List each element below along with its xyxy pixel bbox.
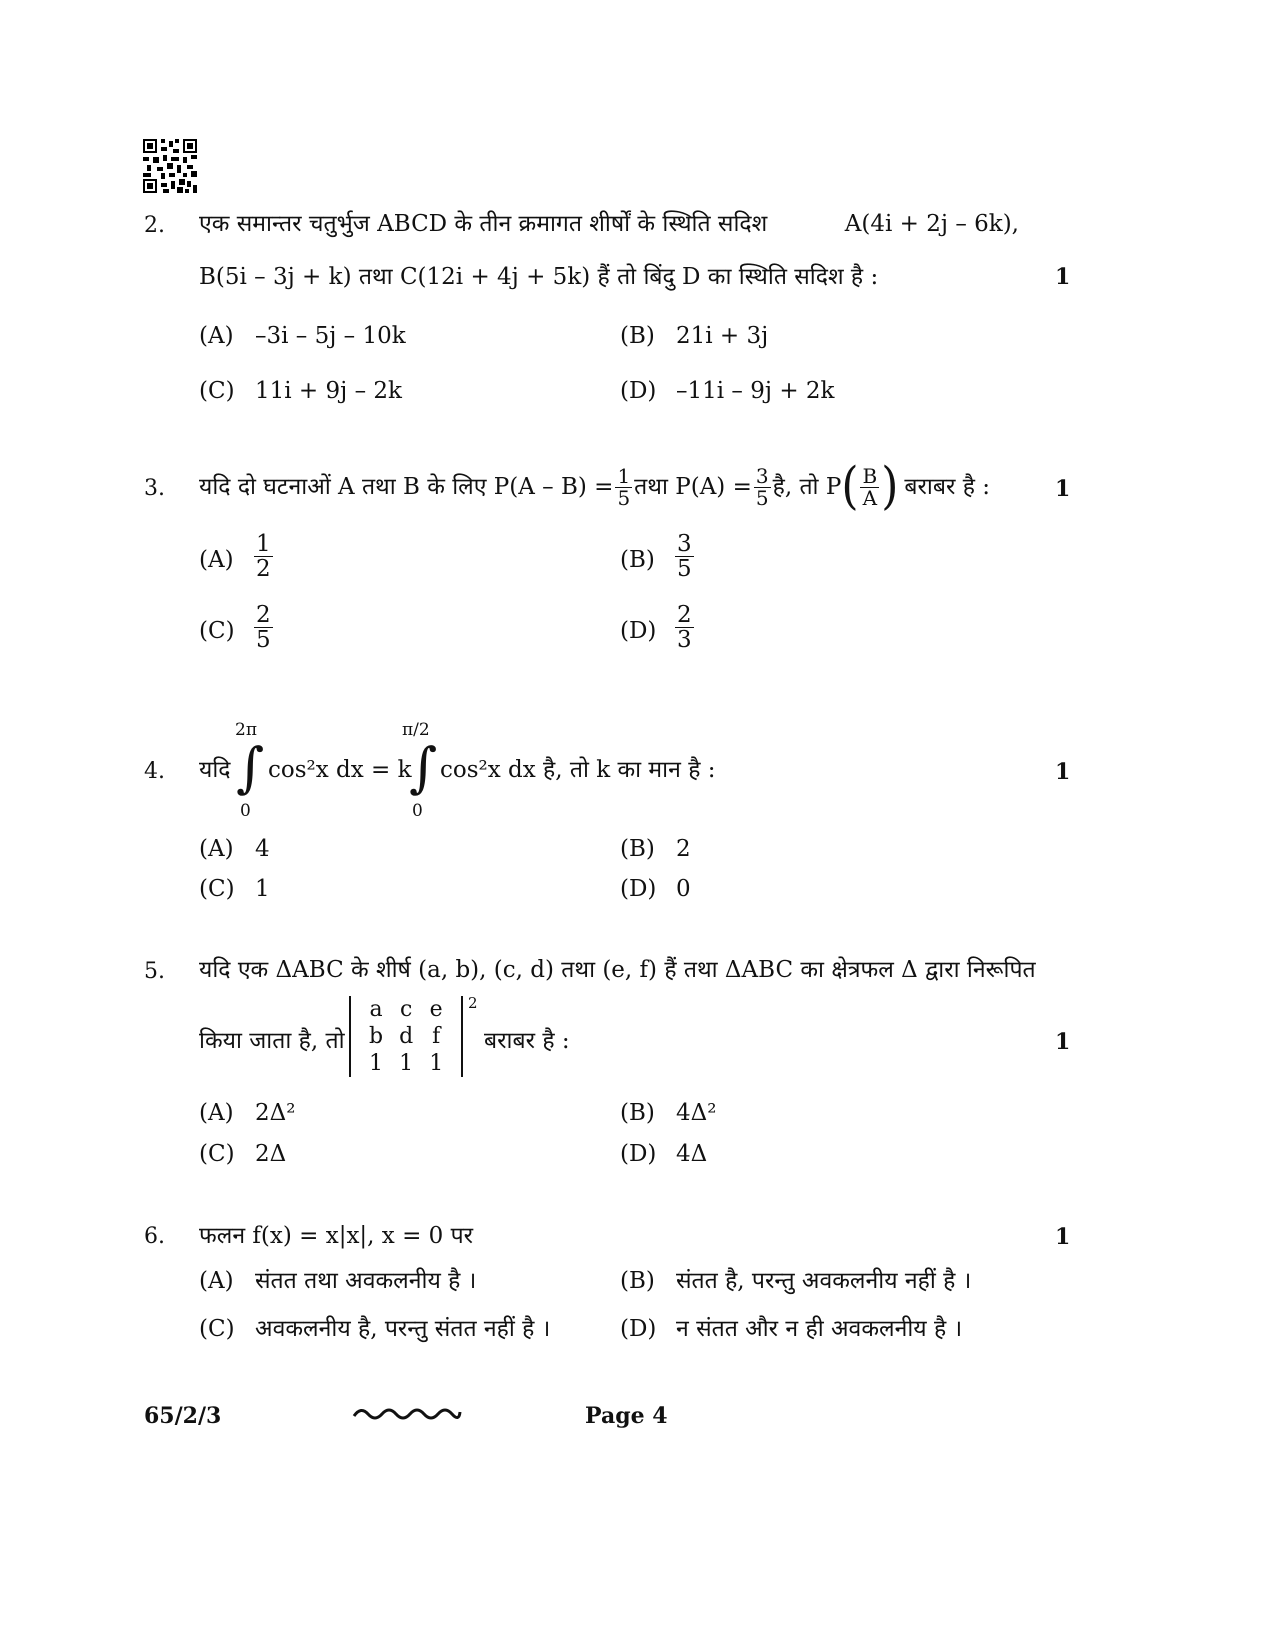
det-f: f <box>432 1024 441 1049</box>
q4-integrand-1: cos²x dx = k <box>268 757 412 783</box>
q4-integrand-2: cos²x dx है, तो k का मान है : <box>440 757 716 783</box>
q5-determinant <box>349 996 463 1077</box>
det-1b: 1 <box>399 1051 414 1076</box>
q5-det-power: 2 <box>468 994 478 1012</box>
det-1c: 1 <box>429 1051 444 1076</box>
q3-c-num: 2 <box>256 602 271 628</box>
q3-text-d: बराबर है : <box>904 473 990 500</box>
q5-line2-post: बराबर है : <box>484 1028 570 1054</box>
q5-option-a[interactable]: 2Δ² <box>255 1100 296 1126</box>
q5-option-a-label[interactable]: (A) <box>199 1100 234 1126</box>
q4-int2-upper: π/2 <box>402 720 430 740</box>
q6-marks: 1 <box>1055 1224 1071 1250</box>
q4-option-a[interactable]: 4 <box>255 836 270 862</box>
det-a: a <box>369 997 383 1022</box>
q2-option-b[interactable]: 21i + 3j <box>676 323 769 349</box>
q3-statement <box>199 458 990 516</box>
q3-b-num: 3 <box>677 531 692 557</box>
q4-option-b[interactable]: 2 <box>676 836 691 862</box>
q3-a-num: 1 <box>256 531 271 557</box>
q2-line1 <box>199 213 1019 236</box>
q5-option-c-label[interactable]: (C) <box>199 1141 235 1167</box>
q3-d-den: 3 <box>677 627 692 654</box>
det-d: d <box>399 1024 414 1049</box>
q4-int1-upper: 2π <box>235 720 257 740</box>
q3-fraction-2 <box>754 463 771 510</box>
q5-option-c[interactable]: 2Δ <box>255 1141 287 1167</box>
q3-c-den: 5 <box>256 627 271 654</box>
q4-number: 4. <box>144 759 165 784</box>
q4-option-d-label[interactable]: (D) <box>620 876 657 902</box>
q3-left-paren: ( <box>841 457 859 516</box>
q6-option-d-label[interactable]: (D) <box>620 1316 657 1342</box>
q3-number: 3. <box>144 476 165 501</box>
q5-option-b-label[interactable]: (B) <box>620 1100 655 1126</box>
q6-option-a[interactable]: संतत तथा अवकलनीय है । <box>255 1268 477 1294</box>
q6-number: 6. <box>144 1224 165 1249</box>
q3-text-b: तथा P(A) = <box>634 473 752 500</box>
q6-option-d[interactable]: न संतत और न ही अवकलनीय है । <box>676 1316 963 1342</box>
q2-line1-text: एक समान्तर चतुर्भुज ABCD के तीन क्रमागत शीर्षों के स्थिति सदिश <box>199 211 768 237</box>
q3-f1-den: 5 <box>617 485 631 510</box>
q3-f2-den: 5 <box>755 485 769 510</box>
q2-number: 2. <box>144 213 165 238</box>
q4-marks: 1 <box>1055 759 1071 785</box>
q4-option-d[interactable]: 0 <box>676 876 691 902</box>
q4-int2-lower: 0 <box>412 801 423 821</box>
det-c: c <box>399 997 413 1022</box>
q3-b-den: 5 <box>677 556 692 583</box>
q6-option-a-label[interactable]: (A) <box>199 1268 234 1294</box>
det-b: b <box>369 1024 384 1049</box>
footer-page-number: Page 4 <box>585 1403 668 1429</box>
q5-option-d-label[interactable]: (D) <box>620 1141 657 1167</box>
q2-option-a[interactable]: –3i – 5j – 10k <box>255 323 406 349</box>
q4-yadi: यदि <box>199 757 231 783</box>
q2-option-c-label[interactable]: (C) <box>199 378 235 404</box>
q3-fraction-3 <box>860 463 879 510</box>
q6-option-b[interactable]: संतत है, परन्तु अवकलनीय नहीं है । <box>676 1268 972 1294</box>
q4-option-c[interactable]: 1 <box>255 876 270 902</box>
q2-option-c[interactable]: 11i + 9j – 2k <box>255 378 402 404</box>
q2-option-b-label[interactable]: (B) <box>620 323 655 349</box>
det-1a: 1 <box>369 1051 384 1076</box>
q2-line1-vector: A(4i + 2j – 6k), <box>844 211 1019 237</box>
q6-text: फलन f(x) = x|x|, x = 0 पर <box>199 1223 474 1249</box>
footer-code: 65/2/3 <box>144 1403 222 1429</box>
q3-option-b[interactable] <box>673 532 696 581</box>
q2-option-d[interactable]: –11i – 9j + 2k <box>676 378 835 404</box>
q5-line2-pre: किया जाता है, तो <box>199 1028 345 1054</box>
q3-option-a-label[interactable]: (A) <box>199 547 234 573</box>
q3-d-num: 2 <box>677 602 692 628</box>
q3-text-a: यदि दो घटनाओं A तथा B के लिए P(A – B) = <box>199 473 614 500</box>
q3-f3-den: A <box>862 485 878 510</box>
q4-integral-1: ∫ <box>236 736 265 799</box>
q3-option-d[interactable] <box>673 603 696 652</box>
q4-int1-lower: 0 <box>240 801 251 821</box>
footer-wave-ornament <box>352 1404 462 1424</box>
q3-marks: 1 <box>1055 476 1071 502</box>
q3-right-paren: ) <box>881 457 899 516</box>
q4-option-b-label[interactable]: (B) <box>620 836 655 862</box>
q5-number: 5. <box>144 959 165 984</box>
q3-option-a[interactable] <box>252 532 275 581</box>
q3-fraction-1 <box>615 463 632 510</box>
q2-marks: 1 <box>1055 264 1071 290</box>
q3-option-d-label[interactable]: (D) <box>620 618 657 644</box>
qr-code <box>143 139 197 193</box>
q4-integral-2: ∫ <box>409 736 438 799</box>
q4-option-c-label[interactable]: (C) <box>199 876 235 902</box>
q2-option-a-label[interactable]: (A) <box>199 323 234 349</box>
q2-option-d-label[interactable]: (D) <box>620 378 657 404</box>
q3-option-b-label[interactable]: (B) <box>620 547 655 573</box>
q3-option-c-label[interactable]: (C) <box>199 618 235 644</box>
det-e: e <box>429 997 443 1022</box>
q6-option-c[interactable]: अवकलनीय है, परन्तु संतत नहीं है । <box>255 1316 551 1342</box>
q6-option-b-label[interactable]: (B) <box>620 1268 655 1294</box>
q2-line2: B(5i – 3j + k) तथा C(12i + 4j + 5k) हैं तो बिंदु D का स्थिति सदिश है : <box>199 264 879 290</box>
q3-option-c[interactable] <box>252 603 275 652</box>
q3-f2-num: 3 <box>755 463 769 488</box>
q3-f3-num: B <box>862 463 878 488</box>
q3-text-c: है, तो P <box>772 473 842 500</box>
q5-option-d[interactable]: 4Δ <box>676 1141 708 1167</box>
q3-f1-num: 1 <box>617 463 631 488</box>
q6-option-c-label[interactable]: (C) <box>199 1316 235 1342</box>
q5-marks: 1 <box>1055 1029 1071 1055</box>
q4-option-a-label[interactable]: (A) <box>199 836 234 862</box>
q3-a-den: 2 <box>256 556 271 583</box>
q5-option-b[interactable]: 4Δ² <box>676 1100 717 1126</box>
q5-line1: यदि एक ΔABC के शीर्ष (a, b), (c, d) तथा (e, f) हैं तथा ΔABC का क्षेत्रफल Δ द्वारा निरूपित <box>199 957 1036 983</box>
